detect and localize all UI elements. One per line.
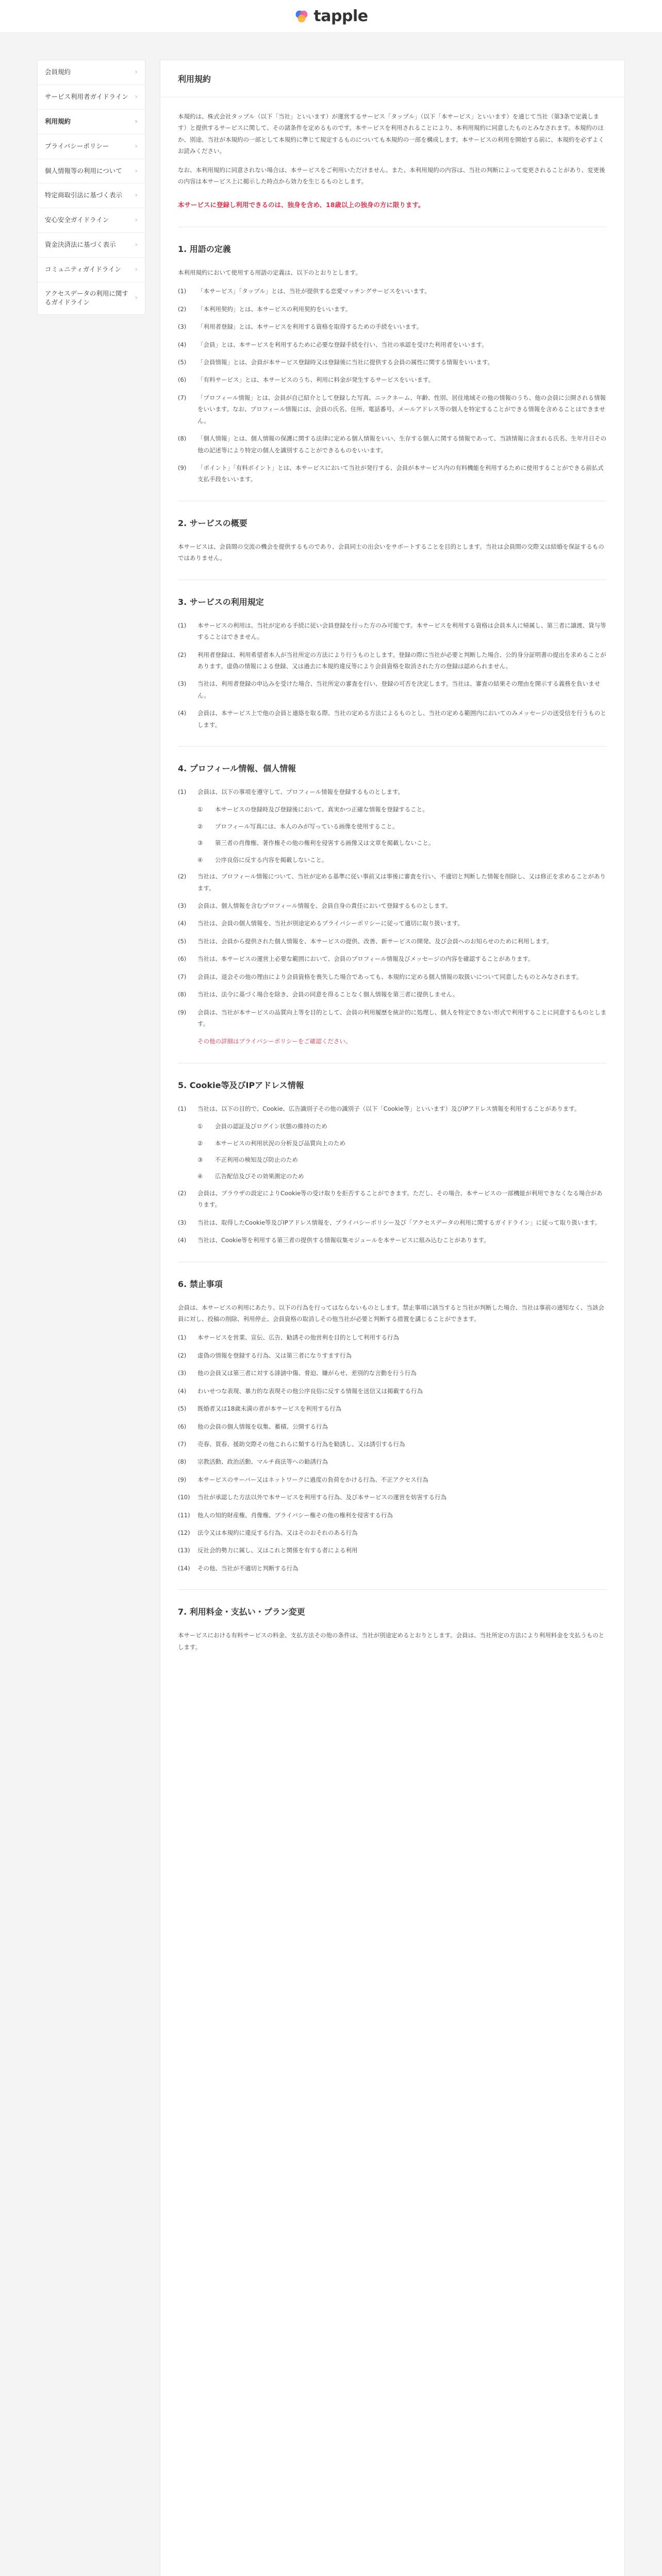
section-title: 6. 禁止事項	[178, 1279, 223, 1289]
item-text: 本サービスの登録時及び登録後において、真実かつ正確な情報を登録すること。	[215, 806, 428, 814]
chevron-right-icon: ›	[135, 142, 138, 150]
item-number: (9)	[178, 464, 187, 471]
item-number: (3)	[178, 1369, 187, 1377]
item-text: 他の会員又は第三者に対する誹謗中傷、脅迫、嫌がらせ、差別的な言動を行う行為	[197, 1369, 417, 1377]
item-number: (14)	[178, 1564, 190, 1572]
list-item	[178, 1367, 607, 1379]
list-item	[178, 989, 607, 1000]
list-item	[178, 1007, 607, 1030]
section-lead: 本利用規約において使用する用語の定義は、以下のとおりとします。	[178, 268, 361, 276]
item-number: (3)	[178, 902, 187, 909]
list-item	[178, 1217, 607, 1228]
list-item	[178, 1456, 607, 1467]
section-title: 2. サービスの概要	[178, 518, 247, 528]
list-item	[178, 1403, 607, 1414]
section-lead: 本サービスは、会員間の交流の機会を提供するものであり、会員同士の出会いをサポートすることを目的とします。当社は会員間の交際又は結婚を保証するものではありません。	[178, 543, 604, 562]
item-text: 会員の認証及びログイン状態の維持のため	[215, 1123, 327, 1130]
item-text: 会員は、以下の事項を遵守して、プロフィール情報を登録するものとします。	[197, 788, 404, 796]
item-number: (3)	[178, 680, 187, 688]
item-text: 本サービスのサーバー又はネットワークに過度の負荷をかける行為、不正アクセス行為	[197, 1476, 428, 1483]
terms-body	[160, 97, 624, 1673]
list-item	[178, 918, 607, 929]
item-text: 当社が承認した方法以外で本サービスを利用する行為、及び本サービスの運営を妨害する行為	[197, 1494, 446, 1501]
list-item	[178, 339, 607, 350]
list-item	[178, 900, 607, 911]
page-title: 利用規約	[160, 60, 624, 97]
list-item	[178, 321, 607, 332]
item-number: (1)	[178, 1334, 187, 1342]
chevron-right-icon: ›	[135, 265, 138, 274]
item-number: (13)	[178, 1547, 190, 1554]
sidebar-item-label: アクセスデータの利用に関するガイドライン	[45, 290, 128, 306]
sidebar-item[interactable]	[38, 134, 145, 159]
sub-list-item	[197, 1154, 607, 1165]
item-number: (5)	[178, 937, 187, 945]
item-number: ③	[197, 839, 203, 847]
item-number: (5)	[178, 1405, 187, 1413]
item-number: ③	[197, 1156, 203, 1164]
chevron-right-icon: ›	[135, 294, 138, 302]
item-text: 当社は、会員の個人情報を、当社が別途定めるプライバシーポリシーに従って適切に取り扱います。	[197, 920, 464, 927]
item-number: ④	[197, 856, 203, 863]
item-number: (8)	[178, 1458, 187, 1466]
item-number: (1)	[178, 287, 187, 295]
sidebar-item[interactable]	[38, 110, 145, 134]
list-item	[178, 1438, 607, 1450]
item-text: 虚偽の情報を登録する行為、又は第三者になりすます行為	[197, 1351, 352, 1359]
list-item	[178, 1474, 607, 1485]
item-number: (3)	[178, 1218, 187, 1226]
sidebar-item-label: コミュニティガイドライン	[45, 265, 122, 274]
sidebar-item[interactable]	[38, 233, 145, 258]
item-text: 会員は、本サービス上で他の会員と連絡を取る際、当社の定める方法によるものとし、当社の定める範囲内においてのみメッセージの送受信を行うものとします。	[197, 709, 606, 728]
chevron-right-icon: ›	[135, 241, 138, 249]
tapple-logo-icon	[294, 9, 309, 24]
list-item	[178, 1527, 607, 1538]
item-text: わいせつな表現、暴力的な表現その他公序良俗に反する情報を送信又は掲載する行為	[197, 1387, 423, 1395]
list-item	[178, 462, 607, 485]
item-number: (9)	[178, 1476, 187, 1483]
section-title: 1. 用語の定義	[178, 244, 231, 254]
list-item	[178, 357, 607, 368]
list-item	[178, 1421, 607, 1432]
item-text: 「個人情報」とは、個人情報の保護に関する法律に定める個人情報をいい、生存する個人に関する情報であって、当該情報に含まれる氏名、生年月日その他の記述等により特定の個人を識別することができるものをいいます。	[197, 435, 607, 454]
list-item	[178, 285, 607, 297]
sidebar-item-label: 安心安全ガイドライン	[45, 216, 109, 224]
item-text: 他人の知的財産権、肖像権、プライバシー権その他の権利を侵害する行為	[197, 1511, 393, 1519]
item-text: 「本利用契約」とは、本サービスの利用契約をいいます。	[197, 305, 352, 313]
item-text: その他、当社が不適切と判断する行為	[197, 1564, 299, 1572]
item-number: (5)	[178, 359, 187, 366]
intro-paragraph: 本規約は、株式会社タップル（以下「当社」といいます）が運営するサービス「タップル」（以下「本サービス」といいます）を通じて当社（第3条で定義します）と提供するサービスに関して、その諸条件を定めるものです。本サービスを利用されることにより、本利用規約に同意したものとみなされます。本規約のほか、別途、当社が本規約の一部として本規約に準じて規定するものについても本規約の一部を構成します。本サービスの利用を開始する前に、本規約を必ずよくお読みください。	[178, 113, 604, 155]
item-number: (11)	[178, 1511, 190, 1519]
item-number: (12)	[178, 1529, 190, 1537]
list-item	[178, 1563, 607, 1574]
item-text: 「利用者登録」とは、本サービスを利用する資格を取得するための手続をいいます。	[197, 323, 423, 331]
item-number: (6)	[178, 376, 187, 384]
chevron-right-icon: ›	[135, 166, 138, 175]
sidebar-item-label: サービス利用者ガイドライン	[45, 92, 128, 100]
item-number: (4)	[178, 341, 187, 348]
sidebar-item-label: 利用規約	[45, 117, 71, 125]
sidebar-item[interactable]	[38, 208, 145, 233]
sidebar-item-label: 特定商取引法に基づく表示	[45, 191, 123, 199]
item-text: 「本サービス」「タップル」とは、当社が提供する恋愛マッチングサービスをいいます。	[197, 287, 431, 295]
item-text: 利用者登録は、利用希望者本人が当社所定の方法により行うものとします。登録の際に当社が必要と判断した場合、公的身分証明書の提出を求めることがあります。虚偽の情報による登録、又は過去に本規約違反等により会員資格を取消された方の登録は認められません。	[197, 651, 606, 670]
sub-list-item	[197, 1121, 607, 1132]
sidebar-item[interactable]	[38, 60, 145, 85]
item-number: (1)	[178, 1105, 187, 1112]
item-number: (2)	[178, 1351, 187, 1359]
item-number: (4)	[178, 920, 187, 927]
list-item	[178, 1188, 607, 1211]
item-number: (8)	[178, 991, 187, 998]
section-lead: 会員は、本サービスの利用にあたり、以下の行為を行ってはならないものとします。禁止事項に該当すると当社が判断した場合、当社は事前の通知なく、当該会員に対し、投稿の削除、利用停止、会員資格の取消しその他当社が必要と判断する措置を講じることができます。	[178, 1303, 604, 1323]
list-item	[178, 1234, 607, 1246]
item-text: 当社は、本サービスの運営上必要な範囲において、会員のプロフィール情報及びメッセージの内容を確認することがあります。	[197, 955, 534, 963]
item-number: (7)	[178, 973, 187, 980]
sidebar-item-label: プライバシーポリシー	[45, 142, 109, 150]
sub-list-item	[197, 1138, 607, 1149]
brand-name: tapple	[313, 7, 368, 25]
item-text: 本サービスの利用は、当社が定める手続に従い会員登録を行った方のみ可能です。本サービスを利用する資格は会員本人に帰属し、第三者に譲渡、貸与等することはできません。	[197, 621, 606, 641]
sub-list-item	[197, 837, 607, 849]
section-title: 3. サービスの利用規定	[178, 597, 264, 607]
intro-paragraph-2: なお、本利用規約に同意されない場合は、本サービスをご利用いただけません。また、本利用規約の内容は、当社の判断によって変更されることがあり、変更後の内容は本サービス上に掲示した時点から効力を生じるものとします。	[178, 166, 605, 185]
site-header	[0, 0, 662, 33]
item-number: (4)	[178, 1387, 187, 1395]
item-number: (1)	[178, 788, 187, 796]
item-text: 当社は、法令に基づく場合を除き、会員の同意を得ることなく個人情報を第三者に提供しません。	[197, 991, 459, 998]
list-item	[178, 1103, 607, 1114]
item-text: 第三者の肖像権、著作権その他の権利を侵害する画像又は文章を掲載しないこと。	[215, 839, 435, 847]
list-item	[178, 620, 607, 643]
item-number: (1)	[178, 621, 187, 629]
item-text: 広告配信及びその効果測定のため	[215, 1173, 304, 1180]
item-text: 「有料サービス」とは、本サービスのうち、利用に料金が発生するサービスをいいます。	[197, 376, 435, 384]
item-text: 「会員」とは、本サービスを利用するために必要な登録手続を行い、当社の承認を受けた利用者をいいます。	[197, 341, 488, 348]
item-text: 法令又は本規約に違反する行為、又はそのおそれのある行為	[197, 1529, 358, 1537]
list-item	[178, 374, 607, 385]
chevron-right-icon: ›	[135, 216, 138, 225]
list-item	[178, 1385, 607, 1397]
sidebar-item-label: 個人情報等の利用について	[45, 166, 122, 175]
chevron-right-icon: ›	[135, 191, 138, 200]
list-item	[178, 707, 607, 731]
item-text: 「会員情報」とは、会員が本サービス登録時又は登録後に当社に提供する会員の属性に関する情報をいいます。	[197, 359, 494, 366]
item-text: 当社は、利用者登録の申込みを受けた場合、当社所定の審査を行い、登録の可否を決定します。当社は、審査の結果その理由を開示する義務を負いません。	[197, 680, 601, 699]
list-item	[178, 953, 607, 964]
item-text: 当社は、Cookie等を利用する第三者の提供する情報収集モジュールを本サービスに組み込むことがあります。	[197, 1236, 490, 1244]
item-number: ②	[197, 1139, 203, 1147]
list-item	[178, 1492, 607, 1503]
item-number: (7)	[178, 1440, 187, 1448]
item-number: (2)	[178, 873, 187, 880]
section-title: 5. Cookie等及びIPアドレス情報	[178, 1080, 304, 1090]
item-text: 会員は、退会その他の理由により会員資格を喪失した場合であっても、本規約に定める個人情報の取扱いについて同意したものとみなされます。	[197, 973, 583, 980]
list-item	[178, 678, 607, 701]
item-text: 既婚者又は18歳未満の者が本サービスを利用する行為	[197, 1405, 342, 1413]
main-content	[160, 60, 625, 2576]
item-text: 本サービスの利用状況の分析及び品質向上のため	[215, 1139, 345, 1147]
age-notice: 本サービスに登録し利用できるのは、独身を含め、18歳以上の独身の方に限ります。	[178, 200, 425, 209]
list-item	[178, 649, 607, 672]
sub-list-item	[197, 854, 607, 866]
item-number: (8)	[178, 435, 187, 443]
sidebar-item-label: 会員規約	[45, 68, 71, 76]
item-text: 当社は、会員から提供された個人情報を、本サービスの提供、改善、新サービスの開発、及び会員へのお知らせのために利用します。	[197, 937, 553, 945]
item-number: (9)	[178, 1008, 187, 1016]
item-number: ②	[197, 822, 203, 830]
item-number: (2)	[178, 1189, 187, 1197]
item-text: 本サービスを営業、宣伝、広告、勧誘その他営利を目的として利用する行為	[197, 1334, 399, 1342]
item-text: 会員は、個人情報を含むプロフィール情報を、会員自身の責任において登録するものとします。	[197, 902, 452, 909]
item-text: 当社は、プロフィール情報について、当社が定める基準に従い事前又は事後に審査を行い、不適切と判断した情報を削除し、又は修正を求めることがあります。	[197, 873, 606, 892]
item-text: 反社会的勢力に属し、又はこれと関係を有する者による利用	[197, 1547, 358, 1554]
list-item	[178, 971, 607, 982]
list-item	[178, 786, 607, 798]
item-text: 当社は、以下の目的で、Cookie、広告識別子その他の識別子（以下「Cookie等」といいます）及びIPアドレス情報を利用することがあります。	[197, 1105, 581, 1112]
item-number: (4)	[178, 1236, 187, 1244]
item-text: 会員は、当社が本サービスの品質向上等を目的として、会員の利用履歴を統計的に処理し、個人を特定できない形式で利用することに同意するものとします。	[197, 1008, 607, 1027]
item-number: (4)	[178, 709, 187, 717]
section-divider	[178, 746, 607, 747]
item-text: 会員は、ブラウザの設定によりCookie等の受け取りを拒否することができます。ただし、その場合、本サービスの一部機能が利用できなくなる場合があります。	[197, 1189, 603, 1209]
list-item	[178, 1332, 607, 1343]
item-text: 当社は、取得したCookie等及びIPアドレス情報を、プライバシーポリシー及び「アクセスデータの利用に関するガイドライン」に従って取り扱います。	[197, 1218, 601, 1226]
section-lead: 本サービスにおける有料サービスの料金、支払方法その他の条件は、当社が別途定めるとおりとします。会員は、当社所定の方法により利用料金を支払うものとします。	[178, 1632, 605, 1651]
sidebar-item[interactable]	[38, 183, 145, 208]
sub-list-item	[197, 821, 607, 832]
sidebar-item[interactable]	[38, 159, 145, 184]
list-item	[178, 1510, 607, 1521]
section-title: 7. 利用料金・支払い・プラン変更	[178, 1607, 305, 1617]
sidebar-item[interactable]	[38, 282, 145, 314]
item-number: (3)	[178, 323, 187, 331]
item-text: 公序良俗に反する内容を掲載しないこと。	[215, 856, 328, 863]
sub-list-item	[197, 1171, 607, 1182]
item-text: 「ポイント」「有料ポイント」とは、本サービスにおいて当社が発行する、会員が本サービス内の有料機能を利用するために使用することができる前払式支払手段をいいます。	[197, 464, 604, 483]
list-item	[178, 871, 607, 894]
list-item	[178, 936, 607, 947]
item-number: ④	[197, 1173, 203, 1180]
sidebar-nav	[37, 60, 145, 315]
sidebar-item[interactable]	[38, 85, 145, 110]
chevron-right-icon: ›	[135, 92, 138, 101]
item-text: 宗教活動、政治活動、マルチ商法等への勧誘行為	[197, 1458, 328, 1466]
item-number: (7)	[178, 394, 187, 401]
item-number: (2)	[178, 651, 187, 658]
item-number: ①	[197, 1123, 203, 1130]
item-text: プロフィール写真には、本人のみが写っている画像を使用すること。	[215, 822, 399, 830]
item-number: ①	[197, 806, 203, 814]
chevron-right-icon: ›	[135, 117, 138, 126]
sub-list-item	[197, 804, 607, 815]
section-divider	[178, 1589, 607, 1590]
sidebar-item-label: 資金決済法に基づく表示	[45, 241, 116, 249]
item-number: (6)	[178, 1422, 187, 1430]
list-item	[178, 1350, 607, 1361]
list-item	[178, 303, 607, 315]
list-item	[178, 433, 607, 456]
item-text: 他の会員の個人情報を収集、蓄積、公開する行為	[197, 1422, 328, 1430]
item-text: 売春、買春、援助交際その他これらに類する行為を勧誘し、又は誘引する行為	[197, 1440, 405, 1448]
section-title: 4. プロフィール情報、個人情報	[178, 764, 296, 774]
chevron-right-icon: ›	[135, 68, 138, 76]
logo[interactable]	[294, 7, 368, 25]
item-number: (2)	[178, 305, 187, 313]
item-text: 不正利用の検知及び防止のため	[215, 1156, 298, 1164]
list-item	[178, 1545, 607, 1556]
item-number: (6)	[178, 955, 187, 963]
sections	[178, 227, 607, 1653]
privacy-policy-link[interactable]: その他の詳細はプライバシーポリシーをご確認ください。	[197, 1038, 352, 1045]
item-number: (10)	[178, 1494, 190, 1501]
item-text: 「プロフィール情報」とは、会員が自己紹介として登録した写真、ニックネーム、年齢、性別、居住地域その他の情報のうち、他の会員に公開される情報をいいます。なお、プロフィール情報には、会員の氏名、住所、電話番号、メールアドレス等の個人を特定することができる情報を含めることはできません。	[197, 394, 606, 425]
sidebar-item[interactable]	[38, 258, 145, 282]
list-item	[178, 392, 607, 427]
